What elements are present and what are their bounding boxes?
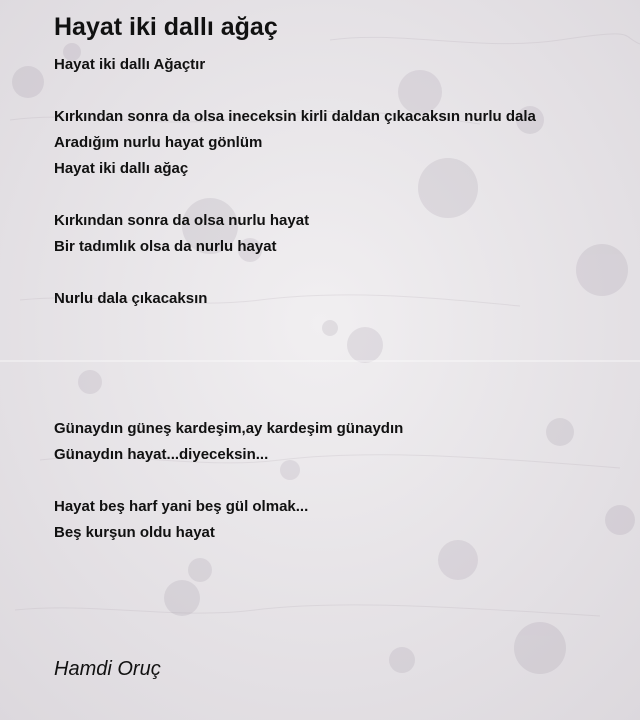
poem-line xyxy=(54,78,624,104)
poem-line xyxy=(54,338,624,364)
poem-line: Bir tadımlık olsa da nurlu hayat xyxy=(54,238,277,255)
poem-container xyxy=(54,10,624,546)
poem-line xyxy=(54,390,624,416)
poem-line xyxy=(54,364,624,390)
poem-line: Günaydın hayat...diyeceksin... xyxy=(54,446,269,463)
poem-author: Hamdi Oruç xyxy=(54,658,161,680)
poem-line: Günaydın güneş kardeşim,ay kardeşim günaydın xyxy=(54,420,404,437)
poem-line: Hayat iki dallı Ağaçtır xyxy=(54,56,206,73)
poem-line: Hayat beş harf yani beş gül olmak... xyxy=(54,498,309,515)
poem-line: Hayat iki dallı ağaç xyxy=(54,160,189,177)
poem-line xyxy=(54,260,624,286)
poem-line: Kırkından sonra da olsa ineceksin kirli daldan çıkacaksın nurlu dala xyxy=(54,108,536,125)
poem-line: Aradığım nurlu hayat gönlüm xyxy=(54,134,263,151)
poem-line: Beş kurşun oldu hayat xyxy=(54,524,215,541)
poem-line xyxy=(54,182,624,208)
poem-line xyxy=(54,312,624,338)
poem-title: Hayat iki dallı ağaç xyxy=(54,13,278,41)
poem-line: Nurlu dala çıkacaksın xyxy=(54,290,208,307)
poem-line xyxy=(54,468,624,494)
poem-body xyxy=(54,52,624,546)
poem-line: Kırkından sonra da olsa nurlu hayat xyxy=(54,212,310,229)
